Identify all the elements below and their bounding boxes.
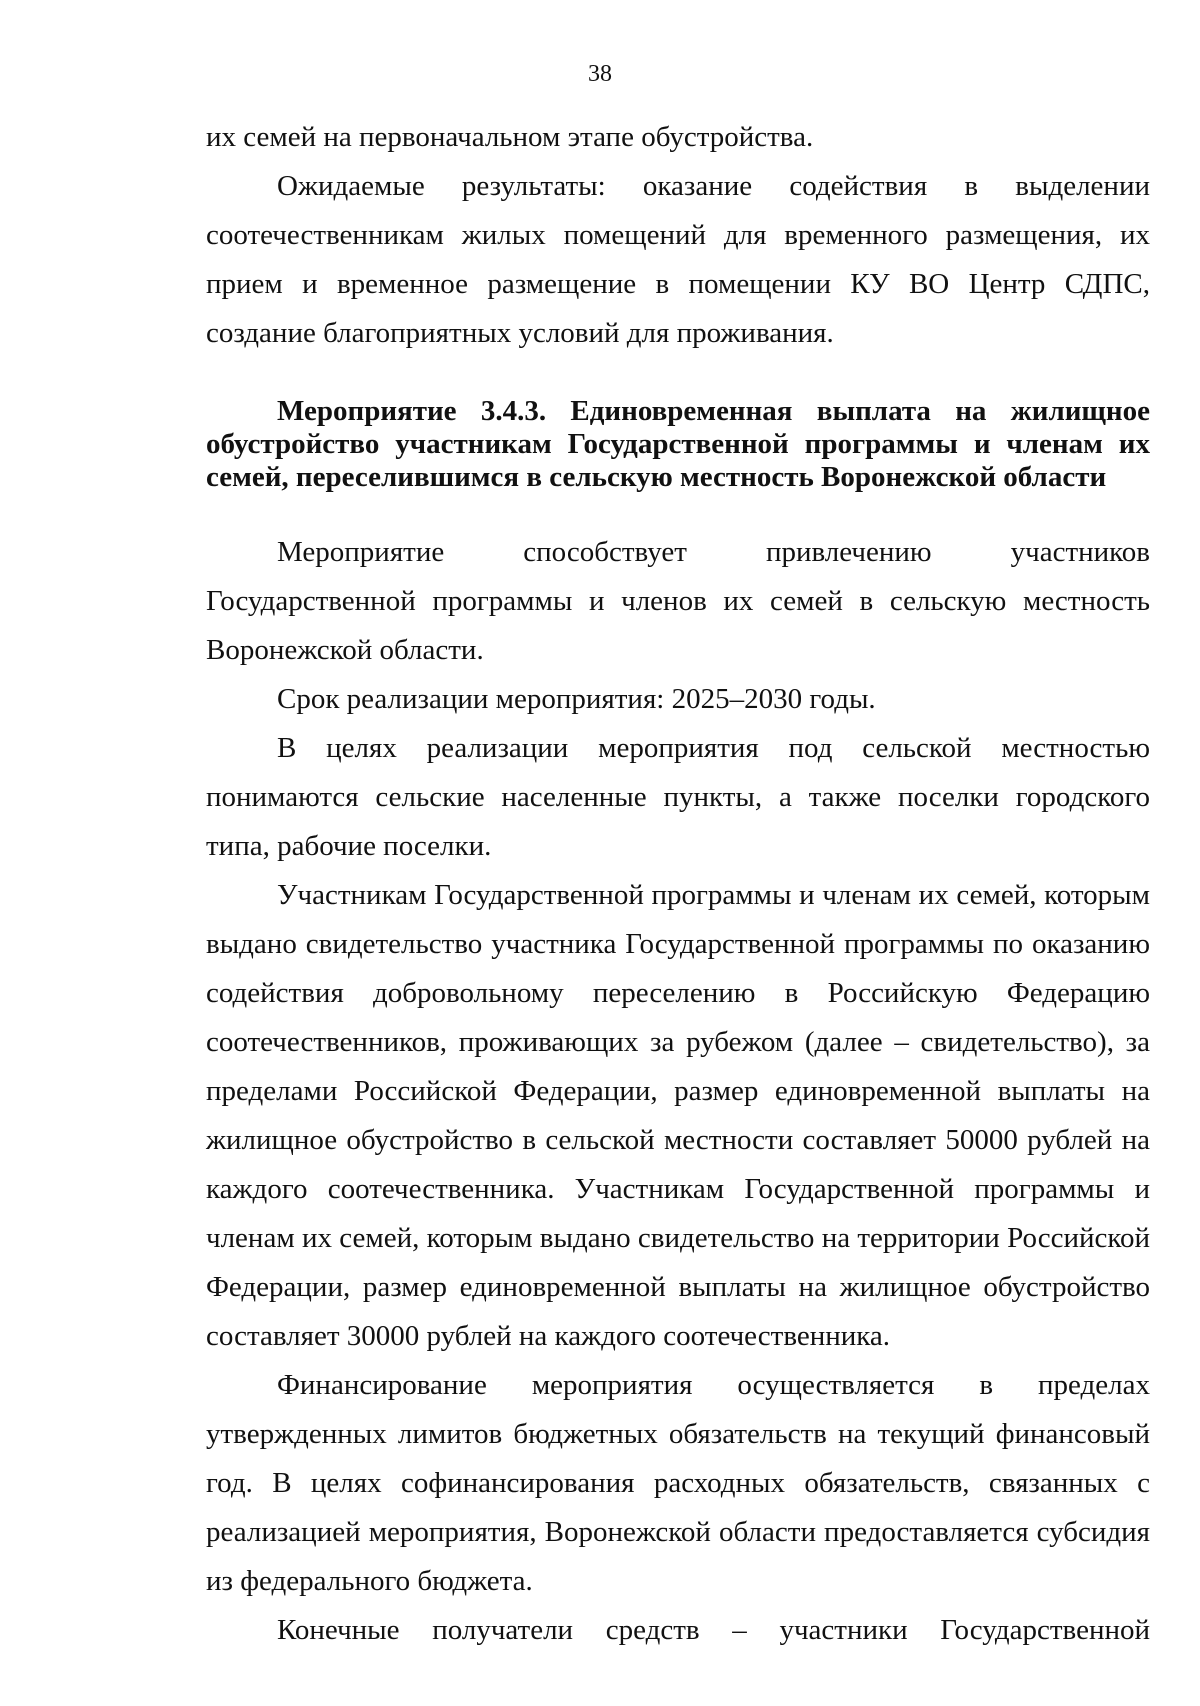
paragraph-payment-amounts: Участникам Государственной программы и членам их семей, которым выдано свидетельство участника Государственной программы по оказанию содействия добровольному переселению в Российскую Федерацию соотечественников, проживающих за рубежом (далее – свидетельство), за пределами Российской Федерации, размер единовременной выплаты на жилищное обустройство в сельской местности составляет 50000 рублей на каждого соотечественника. Участникам Государственной программы и членам их семей, которым выдано свидетельство на территории Российской Федерации, размер единовременной выплаты на жилищное обустройство составляет 30000 рублей на каждого соотечественника. [206,879,1150,1352]
paragraph-rural-definition: В целях реализации мероприятия под сельской местностью понимаются сельские населенные пункты, а также поселки городского типа, рабочие поселки. [206,732,1150,862]
paragraph-purpose: Мероприятие способствует привлечению участников Государственной программы и членов их семей в сельскую местность Воронежской области. [206,536,1150,666]
page-number: 38 [588,61,612,87]
paragraph-term: Срок реализации мероприятия: 2025–2030 годы. [277,683,876,715]
document-body [206,113,1150,1655]
paragraph-continuation: их семей на первоначальном этапе обустройства. [206,121,814,153]
paragraph-financing: Финансирование мероприятия осуществляется в пределах утвержденных лимитов бюджетных обязательств на текущий финансовый год. В целях софинансирования расходных обязательств, связанных с реализацией мероприятия, Воронежской области предоставляется субсидия из федерального бюджета. [206,1369,1150,1597]
paragraph-recipients: Конечные получатели средств – участники Государственной [277,1614,1150,1646]
paragraph-expected-results: Ожидаемые результаты: оказание содействия в выделении соотечественникам жилых помещений для временного размещения, их прием и временное размещение в помещении КУ ВО Центр СДПС, создание благоприятных условий для проживания. [206,170,1150,349]
section-heading: Мероприятие 3.4.3. Единовременная выплата на жилищное обустройство участникам Государственной программы и членам их семей, переселившимся в сельскую местность Воронежской области [206,395,1150,493]
